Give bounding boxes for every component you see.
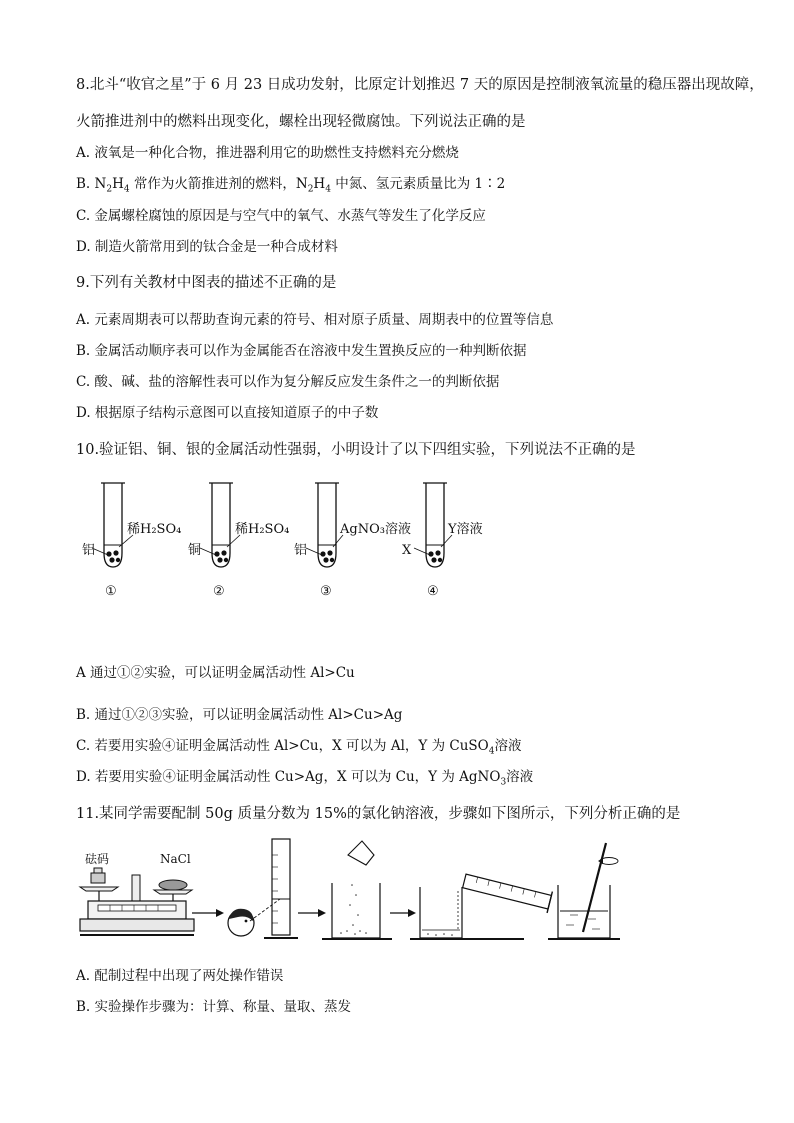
- q10-option-d: [76, 765, 533, 788]
- tube-1-number: ①: [105, 584, 117, 599]
- q10-c-text: C. 若要用实验④证明金属活动性 Al>Cu，X 可以为 Al，Y 为 CuSO: [76, 738, 489, 754]
- q8-option-c: C. 金属螺栓腐蚀的原因是与空气中的氧气、水蒸气等发生了化学反应: [76, 208, 486, 224]
- weight-label: 砝码: [85, 852, 110, 866]
- tube-2-metal: 铜: [188, 543, 202, 558]
- q8-b-sub-1: 2: [106, 184, 113, 195]
- q10-stem: 10.验证铝、铜、银的金属活动性强弱，小明设计了以下四组实验，下列说法不正确的是: [76, 442, 636, 458]
- nacl-label: NaCl: [160, 852, 191, 866]
- test-tube-2: [200, 483, 240, 567]
- q8-option-a: A. 液氧是一种化合物，推进器利用它的助燃性支持燃料充分燃烧: [76, 145, 459, 161]
- q10-option-a: A 通过①②实验，可以证明金属活动性 Al>Cu: [76, 665, 355, 681]
- q8-b-text-5: 中氮、氢元素质量比为 1∶2: [330, 176, 506, 192]
- q8-stem-line1: 8.北斗“收官之星”于 6 月 23 日成功发射，比原定计划推迟 7 天的原因是控制液氧流量的稳压器出现故障，: [76, 77, 764, 93]
- tube-1-metal: 铝: [82, 543, 96, 558]
- q11-stem: 11.某同学需要配制 50g 质量分数为 15%的氯化钠溶液，步骤如下图所示，下列分析正确的是: [76, 806, 681, 822]
- q8-b-text-3: 常作为火箭推进剂的燃料，N: [129, 176, 308, 192]
- q10-c-suffix: 溶液: [494, 738, 522, 754]
- q8-option-d: D. 制造火箭常用到的钛合金是一种合成材料: [76, 239, 338, 255]
- q9-option-c: C. 酸、碱、盐的溶解性表可以作为复分解反应发生条件之一的判断依据: [76, 374, 500, 390]
- q10-option-b: B. 通过①②③实验，可以证明金属活动性 Al>Cu>Ag: [76, 707, 403, 723]
- tube-4-number: ④: [427, 584, 439, 599]
- q11-procedure-diagram: [0, 835, 794, 955]
- tube-4-metal: X: [402, 543, 412, 558]
- arrow-icon: [390, 909, 416, 917]
- q9-option-a: A. 元素周期表可以帮助查询元素的符号、相对原子质量、周期表中的位置等信息: [76, 312, 554, 328]
- tube-4-solution: Y溶液: [448, 522, 483, 537]
- beaker-stirring: [548, 843, 620, 939]
- tube-3-metal: 铝: [294, 543, 308, 558]
- q8-b-sub-4: 4: [325, 184, 331, 195]
- test-tube-3: [306, 483, 343, 567]
- q9-option-d: D. 根据原子结构示意图可以直接知道原子的中子数: [76, 405, 379, 421]
- balance-illustration: [80, 851, 194, 935]
- q10-d-sub: 3: [500, 777, 507, 788]
- q10-c-sub: 4: [488, 746, 495, 757]
- q11-option-a: A. 配制过程中出现了两处操作错误: [76, 968, 284, 984]
- tube-3-number: ③: [320, 584, 332, 599]
- tube-2-number: ②: [213, 584, 225, 599]
- q8-b-text-2: H: [112, 176, 124, 192]
- q10-option-c: [76, 734, 521, 757]
- q10-test-tube-diagram: [0, 475, 794, 615]
- q8-stem-line2: 火箭推进剂中的燃料出现变化，螺栓出现轻微腐蚀。下列说法正确的是: [76, 114, 526, 130]
- q8-b-text-1: B. N: [76, 176, 107, 192]
- q8-b-text-4: H: [313, 176, 326, 192]
- q8-b-sub-3: 2: [307, 184, 314, 195]
- q11-option-b: B. 实验操作步骤为：计算、称量、量取、蒸发: [76, 999, 352, 1015]
- q10-d-text: D. 若要用实验④证明金属活动性 Cu>Ag，X 可以为 Cu，Y 为 AgNO: [76, 769, 501, 785]
- q8-b-sub-2: 4: [123, 184, 130, 195]
- q9-stem: 9.下列有关教材中图表的描述不正确的是: [76, 275, 337, 291]
- beaker-adding-water: [410, 870, 552, 939]
- beaker-pouring-salt: [322, 841, 392, 939]
- graduated-cylinder-reading: [228, 839, 298, 938]
- q10-d-suffix: 溶液: [506, 769, 534, 785]
- q8-option-b: [76, 172, 505, 195]
- tube-1-solution: 稀H₂SO₄: [127, 522, 182, 537]
- arrow-icon: [298, 909, 326, 917]
- tube-2-solution: 稀H₂SO₄: [235, 522, 290, 537]
- arrow-icon: [192, 909, 224, 917]
- tube-3-solution: AgNO₃溶液: [340, 522, 411, 537]
- q9-option-b: B. 金属活动顺序表可以作为金属能否在溶液中发生置换反应的一种判断依据: [76, 343, 527, 359]
- test-tube-4: [414, 483, 452, 567]
